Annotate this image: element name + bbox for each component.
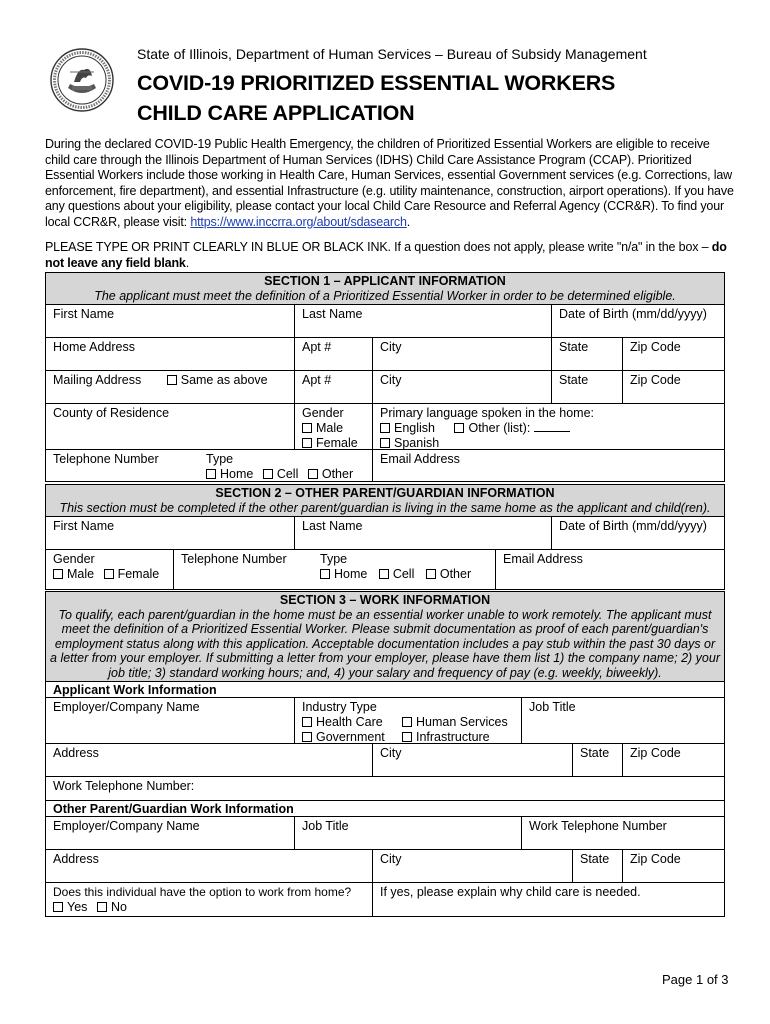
gender-male-label: Male: [316, 421, 344, 435]
other-phone-cell-label: Cell: [392, 567, 415, 581]
section-3-note: To qualify, each parent/guardian in the home must be an essential worker unable to work remotely. The applicant must meet the definition of a Prioritized Essential Worker. Please submit documentation as proof of each parent/guardian's employment status along with this application. Acceptable documentation includes a pay stub within the past 30 days or a letter from your employer. If submitting a letter from your employer, please have them list 1) the company name; 2) your job title; 3) standard working hours; and, 4) your salary and frequency of pay (e.g. weekly, biweekly).: [50, 607, 720, 680]
title-line-1: COVID-19 PRIORITIZED ESSENTIAL WORKERS: [137, 71, 616, 95]
health-care-label: Health Care: [316, 715, 383, 729]
other-phone-cell-checkbox[interactable]: [379, 569, 389, 579]
other-work-city-field[interactable]: City: [373, 850, 573, 882]
industry-health-care-checkbox[interactable]: [302, 717, 312, 727]
other-gender-female-checkbox[interactable]: [104, 569, 114, 579]
section-2-note: This section must be completed if the other parent/guardian is living in the same home as the applicant and child(ren).: [59, 500, 711, 515]
other-last-name-field[interactable]: Last Name: [295, 517, 552, 549]
other-work-state-field[interactable]: State: [573, 850, 623, 882]
yes-label: Yes: [67, 900, 88, 914]
phone-cell-label: Cell: [276, 467, 299, 481]
applicant-mailing-apt-field[interactable]: Apt #: [295, 371, 373, 403]
gender-male-checkbox[interactable]: [302, 423, 312, 433]
instructions-end: .: [185, 255, 190, 270]
applicant-work-zip-field[interactable]: Zip Code: [630, 746, 681, 760]
other-gender-label: Gender: [53, 552, 95, 566]
intro-end: .: [406, 214, 411, 229]
section-1-header: [46, 273, 724, 305]
applicant-home-city-field[interactable]: City: [373, 338, 552, 370]
applicant-home-address-field[interactable]: Home Address: [46, 338, 295, 370]
applicant-telephone-field[interactable]: [46, 450, 373, 481]
other-phone-home-label: Home: [334, 567, 368, 581]
same-as-above-checkbox[interactable]: [167, 375, 177, 385]
language-other-label: Other (list):: [468, 421, 531, 435]
section-1-title: SECTION 1 – APPLICANT INFORMATION: [264, 274, 506, 288]
section-3-header: [46, 592, 724, 682]
other-work-heading: Other Parent/Guardian Work Information: [46, 801, 724, 817]
infrastructure-label: Infrastructure: [416, 730, 490, 744]
other-phone-home-checkbox[interactable]: [320, 569, 330, 579]
section-2-other-parent: [45, 484, 725, 590]
section-1-applicant: [45, 272, 725, 482]
section-1-note: The applicant must meet the definition of a Prioritized Essential Worker in order to be determined eligible.: [94, 288, 676, 303]
phone-home-checkbox[interactable]: [206, 469, 216, 479]
applicant-last-name-field[interactable]: Last Name: [295, 305, 552, 337]
other-work-zip-field[interactable]: Zip Code: [630, 852, 681, 866]
county-of-residence-field[interactable]: County of Residence: [46, 404, 295, 449]
phone-home-label: Home: [220, 467, 254, 481]
other-first-name-field[interactable]: First Name: [46, 517, 295, 549]
phone-other-label: Other: [321, 467, 354, 481]
other-job-title-field[interactable]: Job Title: [295, 817, 522, 849]
other-phone-other-label: Other: [439, 567, 472, 581]
primary-language-group: [373, 404, 724, 449]
applicant-mailing-address-field[interactable]: [46, 371, 295, 403]
section-3-title: SECTION 3 – WORK INFORMATION: [279, 593, 491, 607]
child-care-explanation-field[interactable]: If yes, please explain why child care is needed.: [380, 885, 641, 899]
instructions-text: PLEASE TYPE OR PRINT CLEARLY IN BLUE OR BLACK INK. If a question does not apply, please write "n/a" in the box –: [45, 240, 712, 254]
applicant-mailing-zip-field[interactable]: Zip Code: [630, 373, 681, 387]
applicant-work-state-field[interactable]: State: [573, 744, 623, 776]
other-work-phone-field[interactable]: Work Telephone Number: [529, 819, 667, 833]
title-line-2: CHILD CARE APPLICATION: [137, 101, 415, 125]
human-services-label: Human Services: [416, 715, 508, 729]
other-gender-group: [46, 550, 174, 589]
other-telephone-label: Telephone Number: [181, 552, 287, 566]
other-gender-male-checkbox[interactable]: [53, 569, 63, 579]
phone-type-label: Type: [206, 452, 234, 466]
industry-government-checkbox[interactable]: [302, 732, 312, 742]
section-2-title: SECTION 2 – OTHER PARENT/GUARDIAN INFORMATION: [215, 486, 555, 500]
applicant-home-zip-field[interactable]: Zip Code: [630, 340, 681, 354]
applicant-work-phone-field[interactable]: Work Telephone Number:: [53, 779, 195, 793]
applicant-gender-group: [295, 404, 373, 449]
phone-other-checkbox[interactable]: [308, 469, 318, 479]
no-label: No: [111, 900, 127, 914]
other-employer-field[interactable]: Employer/Company Name: [46, 817, 295, 849]
applicant-employer-field[interactable]: Employer/Company Name: [46, 698, 295, 743]
work-from-home-no-checkbox[interactable]: [97, 902, 107, 912]
applicant-work-city-field[interactable]: City: [373, 744, 573, 776]
applicant-work-address-field[interactable]: Address: [46, 744, 373, 776]
illinois-state-seal-icon: [50, 48, 114, 112]
other-dob-field[interactable]: Date of Birth (mm/dd/yyyy): [559, 519, 707, 533]
industry-human-services-checkbox[interactable]: [402, 717, 412, 727]
other-work-address-field[interactable]: Address: [46, 850, 373, 882]
applicant-dob-field[interactable]: Date of Birth (mm/dd/yyyy): [559, 307, 707, 321]
applicant-work-heading: Applicant Work Information: [46, 682, 724, 698]
ccrr-search-link[interactable]: https://www.inccrra.org/about/sdasearch: [190, 214, 407, 229]
work-from-home-yes-checkbox[interactable]: [53, 902, 63, 912]
same-as-above-label: Same as above: [180, 373, 268, 387]
other-phone-other-checkbox[interactable]: [426, 569, 436, 579]
mailing-address-label: Mailing Address: [53, 373, 142, 387]
government-label: Government: [316, 730, 385, 744]
gender-female-label: Female: [316, 436, 358, 450]
language-other-blank[interactable]: [534, 423, 570, 432]
language-english-checkbox[interactable]: [380, 423, 390, 433]
other-email-field[interactable]: Email Address: [503, 552, 583, 566]
applicant-home-state-field[interactable]: State: [552, 338, 623, 370]
work-from-home-question: [46, 883, 373, 916]
applicant-home-apt-field[interactable]: Apt #: [295, 338, 373, 370]
language-spanish-checkbox[interactable]: [380, 438, 390, 448]
gender-female-checkbox[interactable]: [302, 438, 312, 448]
industry-infrastructure-checkbox[interactable]: [402, 732, 412, 742]
other-female-label: Female: [117, 567, 160, 581]
section-2-header: [46, 485, 724, 517]
industry-type-label: Industry Type: [302, 700, 377, 714]
phone-type-group: [206, 467, 353, 482]
page-title: [137, 68, 615, 128]
language-spanish-label: Spanish: [394, 436, 440, 450]
gender-label: Gender: [302, 406, 344, 420]
page-number: Page 1 of 3: [662, 972, 729, 987]
instructions: [45, 240, 735, 271]
applicant-email-field[interactable]: Email Address: [380, 452, 460, 466]
telephone-label: Telephone Number: [53, 452, 159, 466]
other-telephone-field[interactable]: [174, 550, 496, 589]
applicant-mailing-city-field[interactable]: City: [373, 371, 552, 403]
industry-type-group: [295, 698, 522, 743]
intro-paragraph: [45, 137, 735, 230]
language-label: Primary language spoken in the home:: [380, 406, 595, 420]
agency-name: State of Illinois, Department of Human Services – Bureau of Subsidy Management: [137, 46, 647, 62]
other-phone-type-label: Type: [320, 552, 348, 566]
intro-text: During the declared COVID-19 Public Health Emergency, the children of Prioritized Essential Workers are eligible to receive child care through the Illinois Department of Human Services (IDHS) Child Care Assistance Program (CCAP). Prioritized Essential Workers include those working in Health Care, Human Services, essential Government services (e.g. Corrections, law enforcement, fire department), and essential Infrastructure (e.g. utility maintenance, construction, airport operations). If you have any questions about your eligibility, please contact your local Child Care Resource and Referral Agency (CCR&R). To find your local CCR&R, please visit:: [45, 137, 734, 229]
applicant-first-name-field[interactable]: First Name: [46, 305, 295, 337]
language-other-checkbox[interactable]: [454, 423, 464, 433]
work-from-home-label: Does this individual have the option to work from home?: [53, 885, 352, 899]
other-phone-type-group: [320, 567, 471, 582]
applicant-mailing-state-field[interactable]: State: [552, 371, 623, 403]
language-english-label: English: [394, 421, 435, 435]
section-3-work: [45, 591, 725, 917]
instructions-bold: do not leave any field blank: [45, 240, 727, 270]
applicant-job-title-field[interactable]: Job Title: [529, 700, 576, 714]
phone-cell-checkbox[interactable]: [263, 469, 273, 479]
other-male-label: Male: [67, 567, 95, 581]
